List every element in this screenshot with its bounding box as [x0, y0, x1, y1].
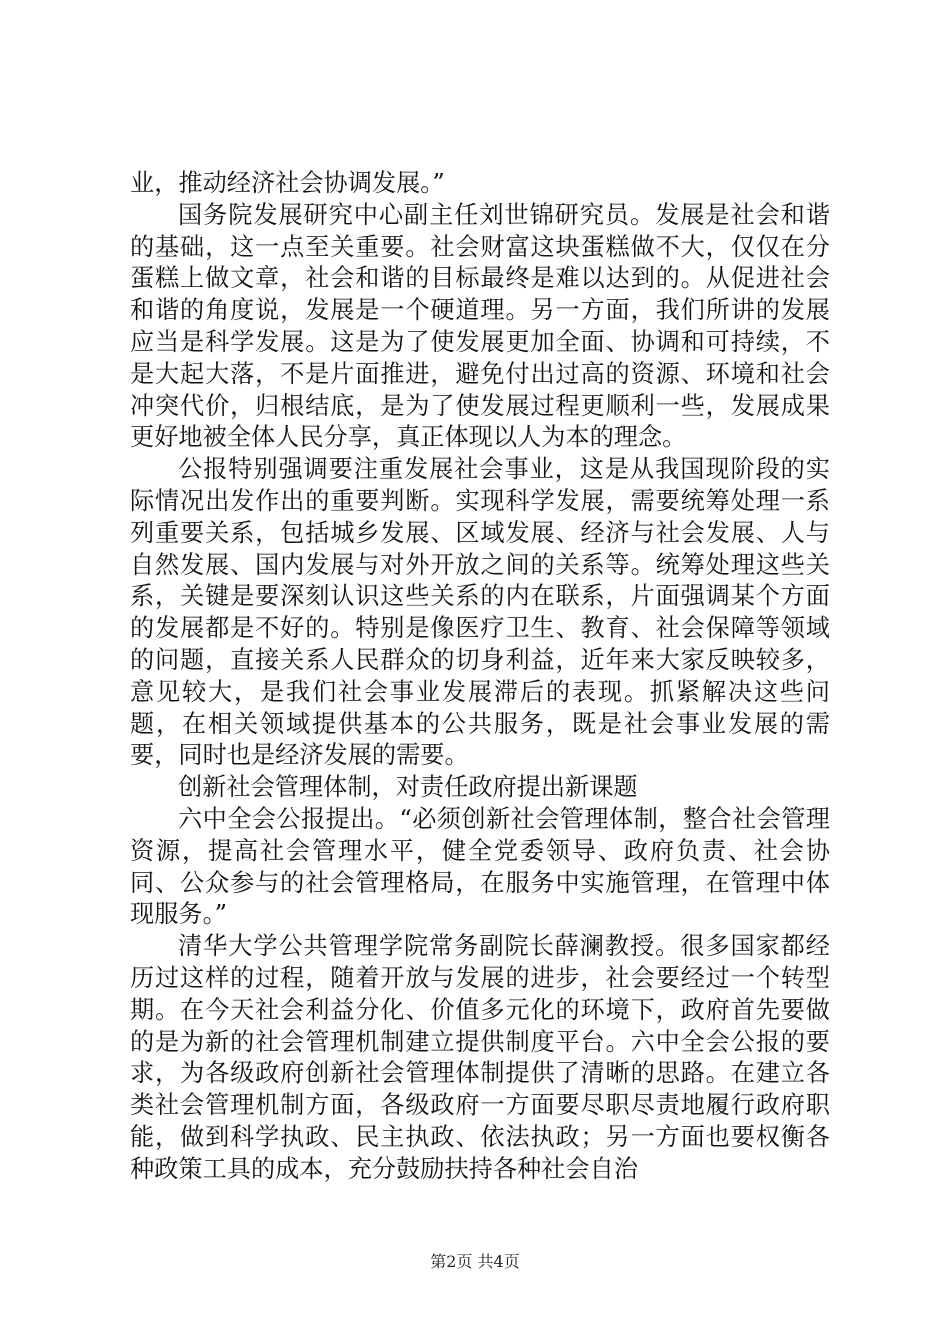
paragraph-xue-lan: 清华大学公共管理学院常务副院长薛澜教授。很多国家都经历过这样的过程，随着开放与发展的进步，社会要经过一个转型期。在今天社会利益分化、价值多元化的环境下，政府首先要做的是为新的社会管理机制建立提供制度平台。六中全会公报的要求，为各级政府创新社会管理体制提供了清晰的思路。在建立各类社会管理机制方面，各级政府一方面要尽职尽责地履行政府职能，做到科学执政、民主执政、依法执政；另一方面也要权衡各种政策工具的成本，充分鼓励扶持各种社会自治	[130, 932, 830, 1183]
paragraph-communique-quote: 六中全会公报提出。“必须创新社会管理体制，整合社会管理资源，提高社会管理水平，健全党委领导、政府负责、社会协同、公众参与的社会管理格局，在服务中实施管理，在管理中体现服务。”	[130, 804, 830, 929]
document-body	[130, 168, 830, 1186]
page-number-footer: 第2页 共4页	[430, 1252, 520, 1271]
section-heading: 创新社会管理体制，对责任政府提出新课题	[178, 773, 638, 802]
paragraph-social-undertakings: 公报特别强调要注重发展社会事业，这是从我国现阶段的实际情况出发作出的重要判断。实现科学发展，需要统筹处理一系列重要关系，包括城乡发展、区域发展、经济与社会发展、人与自然发展、国内发展与对外开放之间的关系等。统筹处理这些关系，关键是要深刻认识这些关系的内在联系，片面强调某个方面的发展都是不好的。特别是像医疗卫生、教育、社会保障等领域的问题，直接关系人民群众的切身利益，近年来大家反映较多，意见较大，是我们社会事业发展滞后的表现。抓紧解决这些问题，在相关领域提供基本的公共服务，既是社会事业发展的需要，同时也是经济发展的需要。	[130, 455, 830, 770]
paragraph-liu-shijin: 国务院发展研究中心副主任刘世锦研究员。发展是社会和谐的基础，这一点至关重要。社会财富这块蛋糕做不大，仅仅在分蛋糕上做文章，社会和谐的目标最终是难以达到的。从促进社会和谐的角度说，发展是一个硬道理。另一方面，我们所讲的发展应当是科学发展。这是为了使发展更加全面、协调和可持续，不是大起大落，不是片面推进，避免付出过高的资源、环境和社会冲突代价，归根结底，是为了使发展过程更顺利一些，发展成果更好地被全体人民分享，真正体现以人为本的理念。	[130, 200, 830, 452]
paragraph-continuation: 业，推动经济社会协调发展。”	[130, 169, 445, 197]
